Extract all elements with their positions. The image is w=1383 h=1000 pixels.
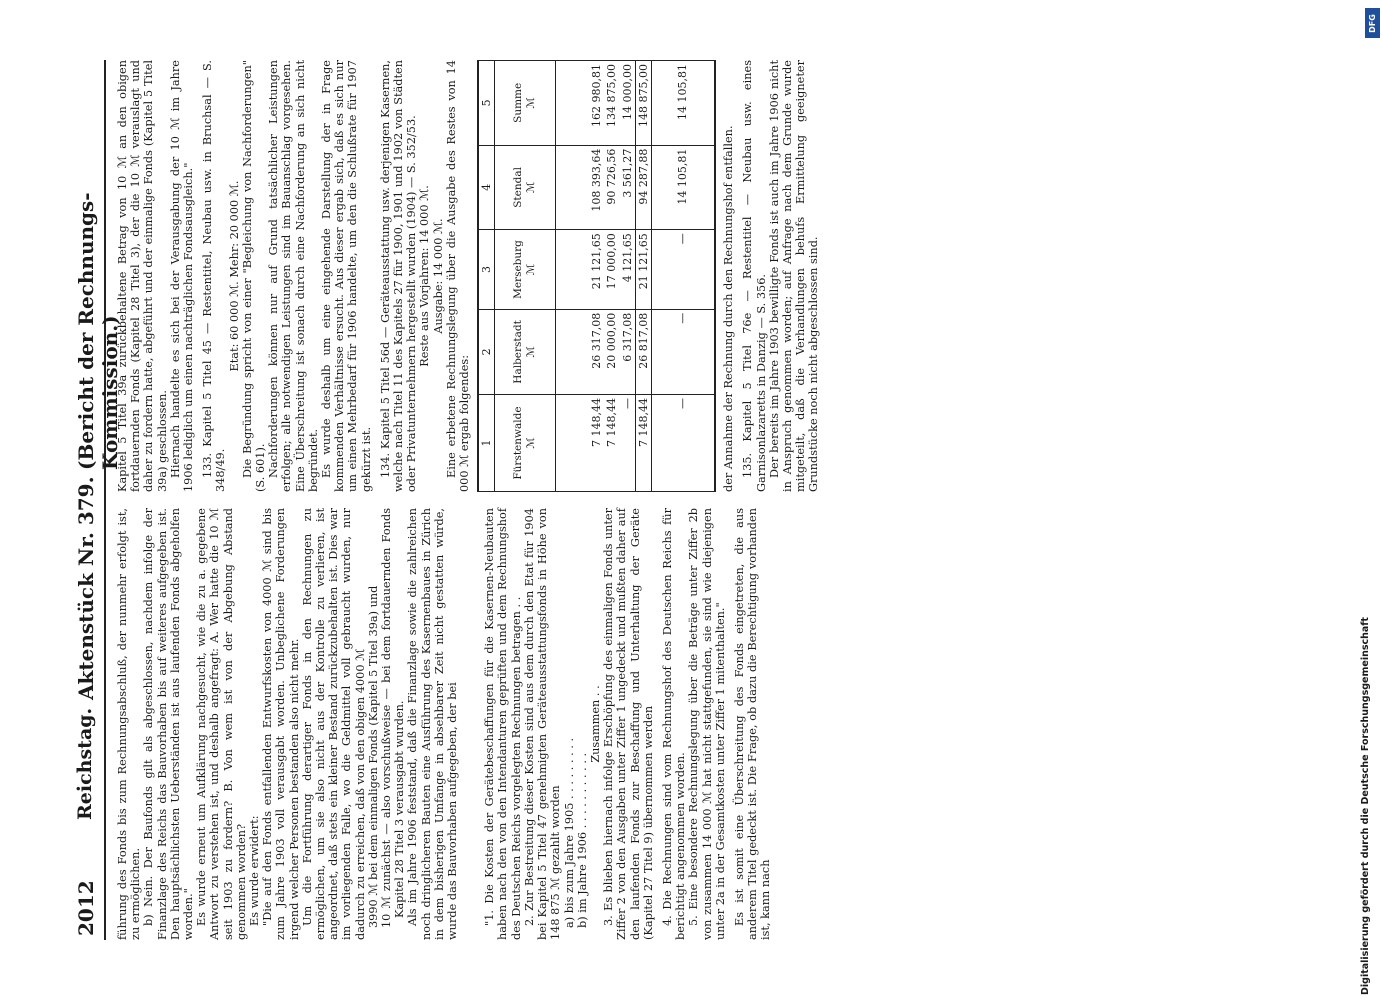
table-cell: 14 105,81 xyxy=(652,145,716,230)
table-row xyxy=(556,61,605,492)
table-cell: 26 817,08 xyxy=(635,309,651,394)
table-cell: 6 317,08 xyxy=(620,309,636,394)
paragraph: Eine erbetene Rechnungslegung über die Ausgabe des Restes von 14 000 ℳ ergab folgendes: xyxy=(444,60,472,492)
paragraph: Hiernach handelte es sich bei der Verausgabung der 10 ℳ im Jahre 1906 lediglich um einen nachträglichen Fondsausgleich." xyxy=(168,60,196,492)
column-header: Stendal ℳ xyxy=(495,145,556,230)
report-title: (Bericht der Rechnungs-Kommission.) xyxy=(74,192,122,470)
list-item: a) bis zum Jahre 1905 . . . . . . . . . xyxy=(562,737,576,928)
paragraph: 134. Kapitel 5 Titel 56d — Geräteausstattung usw. derjenigen Kasernen, welche nach Titel 11 des Kapitels 27 für 1900, 1901 und 1902 von Städten oder Privatunternehmern hergestellt wurden (1904) — S. 352/53. xyxy=(378,60,419,492)
table-row xyxy=(620,61,636,492)
column-number: 1 xyxy=(478,395,495,492)
paragraph: Es wurde deshalb um eine eingehende Darstellung der in Frage kommenden Verhältnisse ersucht. Aus dieser ergab sich, daß es sich nur um einen Mehrbedarf für 1906 handelte, um den die Schlußrate für 1907 gekürzt ist. xyxy=(320,60,373,492)
table-cell: 108 393,64 xyxy=(556,145,605,230)
paragraph: 10 ℳ zunächst — also vorschußweise — bei dem fortdauernden Fonds Kapitel 28 Titel 3 verausgabt wurden. xyxy=(380,508,407,928)
paragraph: Nachforderungen können nur auf Grund tatsächlicher Leistungen erfolgen; alle notwendigen Leistungen sind im Bauanschlag vorgesehen. Eine Überschreitung ist sonach durch eine Nachforderung an sich nicht begründet. xyxy=(267,60,320,492)
document-title: Aktenstück Nr. 379. xyxy=(74,476,98,700)
table-cell: 134 875,00 xyxy=(604,61,619,146)
table-row xyxy=(652,61,716,492)
column-header: Merseburg ℳ xyxy=(495,230,556,310)
paragraph: führung des Fonds bis zum Rechnungsabschluß, der nunmehr erfolgt ist, zu ermöglichen. xyxy=(116,508,143,940)
list-item: 3. Es blieben hiernach infolge Erschöpfung des einmaligen Fonds unter Ziffer 2 von den Ausgaben unter Ziffer 1 ungedeckt und mußten daher auf den laufenden Fonds zur Beschaffung und Unterhaltung der Geräte (Kapitel 27 Titel 9) übernommen werden xyxy=(602,508,655,940)
table-cell: 26 317,08 xyxy=(556,309,605,394)
table-cell: 94 287,88 xyxy=(635,145,651,230)
publisher-title: Reichstag. xyxy=(74,707,96,820)
column-number: 4 xyxy=(478,145,495,230)
paragraph: Es wurde erwidert: xyxy=(248,815,262,926)
paragraph: Etat: 60 000 ℳ. Mehr: 20 000 ℳ. xyxy=(227,180,241,372)
table-cell: 3 561,27 xyxy=(620,145,636,230)
column-number: 3 xyxy=(478,230,495,310)
table-cell: 17 000,00 xyxy=(604,230,619,310)
paragraph: Es ist somit eine Überschreitung des Fonds eingetreten, die aus anderem Titel gedeckt ist. Die Frage, ob dazu die Berechtigung vorhanden ist, kann nach xyxy=(732,508,773,940)
right-column xyxy=(116,60,821,492)
expense-table xyxy=(477,60,716,492)
table-cell: 7 148,44 xyxy=(635,395,651,492)
page-number: 2012 xyxy=(74,880,98,936)
paragraph: der Annahme der Rechnung durch den Rechnungshof entfallen. xyxy=(722,125,736,492)
paragraph: Der bereits im Jahre 1903 bewilligte Fonds ist auch im Jahre 1906 nicht in Anspruch genommen worden; auf Anfrage nach dem Grunde wurde mitgeteilt, daß die Verhandlungen behufs Ermittelung geeigneter Grundstücke noch nicht abgeschlossen sind. xyxy=(767,60,821,492)
table-row-total xyxy=(635,61,651,492)
paragraph: Die Begründung spricht von einer "Begleichung von Nachforderungen" (S. 601). xyxy=(240,60,268,492)
table-cell: 21 121,65 xyxy=(556,230,605,310)
list-item: 4. Die Rechnungen sind vom Rechnungshof des Deutschen Reichs für berichtigt angenommen worden. xyxy=(660,508,688,940)
table-cell: 7 148,44 xyxy=(556,395,605,492)
table-cell: 14 000,00 xyxy=(620,61,636,146)
table-cell: 21 121,65 xyxy=(635,230,651,310)
digitization-note: Digitalisierung gefördert durch die Deutsche Forschungsgemeinschaft xyxy=(1360,617,1371,995)
paragraph: Als im Jahre 1906 feststand, daß die Finanzlage sowie die zahlreichen noch dringlicheren Bauten eine Ausführung des Kasernenbaues in Zürich in dem bisherigen Umfange in absehbarer Zeit nicht gestatten würde, wurde das Bauvorhaben aufgegeben, der bei xyxy=(406,508,460,940)
paragraph: Ausgabe: 14 000 ℳ. xyxy=(431,218,445,334)
paragraph: 135. Kapitel 5 Titel 76e — Restentitel — Neubau usw. eines Garnisonlazaretts in Danzig — S. 356. xyxy=(741,60,768,492)
dfg-logo: DFG xyxy=(1365,8,1380,38)
rotated-document-page xyxy=(64,60,821,940)
table-cell: — xyxy=(652,309,716,394)
column-number: 2 xyxy=(478,309,495,394)
list-item: 2. Zur Bestreitung dieser Kosten sind aus dem durch den Etat für 1904 bei Kapitel 5 Titel 47 genehmigten Geräteausstattungsfonds in Höhe von 148 875 ℳ gezahlt worden xyxy=(522,508,563,940)
column-header: Summe ℳ xyxy=(495,61,556,146)
paragraph: Um die Fortführung derartiger Fonds in den Rechnungen zu ermöglichen, um sie also nicht aus der Kontrolle zu verlieren, ist angeordnet, daß stets ein kleiner Bestand zurückzubehalten ist. Dies war im vorliegenden Falle, wo die Geldmittel voll gebraucht wurden, nur dadurch zu erreichen, daß von den obigen 4000 ℳ xyxy=(300,508,367,940)
table-cell: 90 726,56 xyxy=(604,145,619,230)
table-cell: 7 148,44 xyxy=(604,395,619,492)
column-header: Halberstadt ℳ xyxy=(495,309,556,394)
paragraph: Reste aus Vorjahren: 14 000 ℳ. xyxy=(418,185,432,367)
table-cell: — xyxy=(652,230,716,310)
table-cell: 162 980,81 xyxy=(556,61,605,146)
paragraph: Es wurde erneut um Aufklärung nachgesucht, wie die zu a. gegebene Antwort zu verstehen ist, und deshalb angefragt: A. Wer hatte die 10 ℳ seit 1903 zu fordern? B. Von wem ist von der Abgebung Abstand genommen worden? xyxy=(195,508,248,940)
table-cell: — xyxy=(620,395,636,492)
list-item: b) im Jahre 1906 . . . . . . . . . . . xyxy=(575,752,589,928)
column-number: 5 xyxy=(478,61,495,146)
left-column xyxy=(116,508,773,940)
page-header xyxy=(64,60,122,940)
list-item: 5. Eine besondere Rechnungslegung über die Beträge unter Ziffer 2b von zusammen 14 000 ℳ hat nicht stattgefunden, sie sind wie diejenigen unter 2a in der Gesamtkosten unter Ziffer 1 mitenthalten." xyxy=(687,508,727,940)
paragraph: "Die auf den Fonds entfallenden Entwurfskosten von 4000 ℳ sind bis zum Jahre 1903 voll verausgabt worden. Unbeglichene Forderungen irgend welcher Personen bestanden also nicht mehr. xyxy=(261,508,301,940)
list-item: "1. Die Kosten der Gerätebeschaffungen für die Kasernen-Neubauten haben nach den von den Intendanturen geprüften und dem Rechnungshof des Deutschen Reichs vorgelegten Rechnungen betragen . . xyxy=(483,508,523,940)
table-row xyxy=(604,61,619,492)
table-cell: 14 105,81 xyxy=(652,61,716,146)
paragraph: 3990 ℳ bei dem einmaligen Fonds (Kapitel 5 Titel 39a) und xyxy=(366,585,380,928)
table-cell: 148 875,00 xyxy=(635,61,651,146)
column-header: Fürstenwalde ℳ xyxy=(495,395,556,492)
paragraph: b) Nein. Der Baufonds gilt als abgeschlossen, nachdem infolge der Finanzlage des Reichs das Bauvorhaben bis auf weiteres aufgegeben ist. Den hauptsächlichsten Ueberständen ist aus laufenden Fonds abgeholfen worden." xyxy=(142,508,196,940)
table-cell: 4 121,65 xyxy=(620,230,636,310)
table-cell: 20 000,00 xyxy=(604,309,619,394)
table-cell: — xyxy=(652,395,716,492)
paragraph: Kapitel 5 Titel 39a zurückbehaltene Betrag von 10 ℳ an den obigen fortdauernden Fonds (Kapitel 28 Titel 3), der die 10 ℳ verauslagt und daher zu fordern hatte, abgeführt und der einmalige Fonds (Kapitel 5 Titel 39a) geschlossen. xyxy=(116,60,169,492)
list-item: Zusammen . . xyxy=(588,685,602,763)
paragraph: 133. Kapitel 5 Titel 45 — Restentitel, Neubau usw. in Bruchsal — S. 348/49. xyxy=(201,60,228,492)
